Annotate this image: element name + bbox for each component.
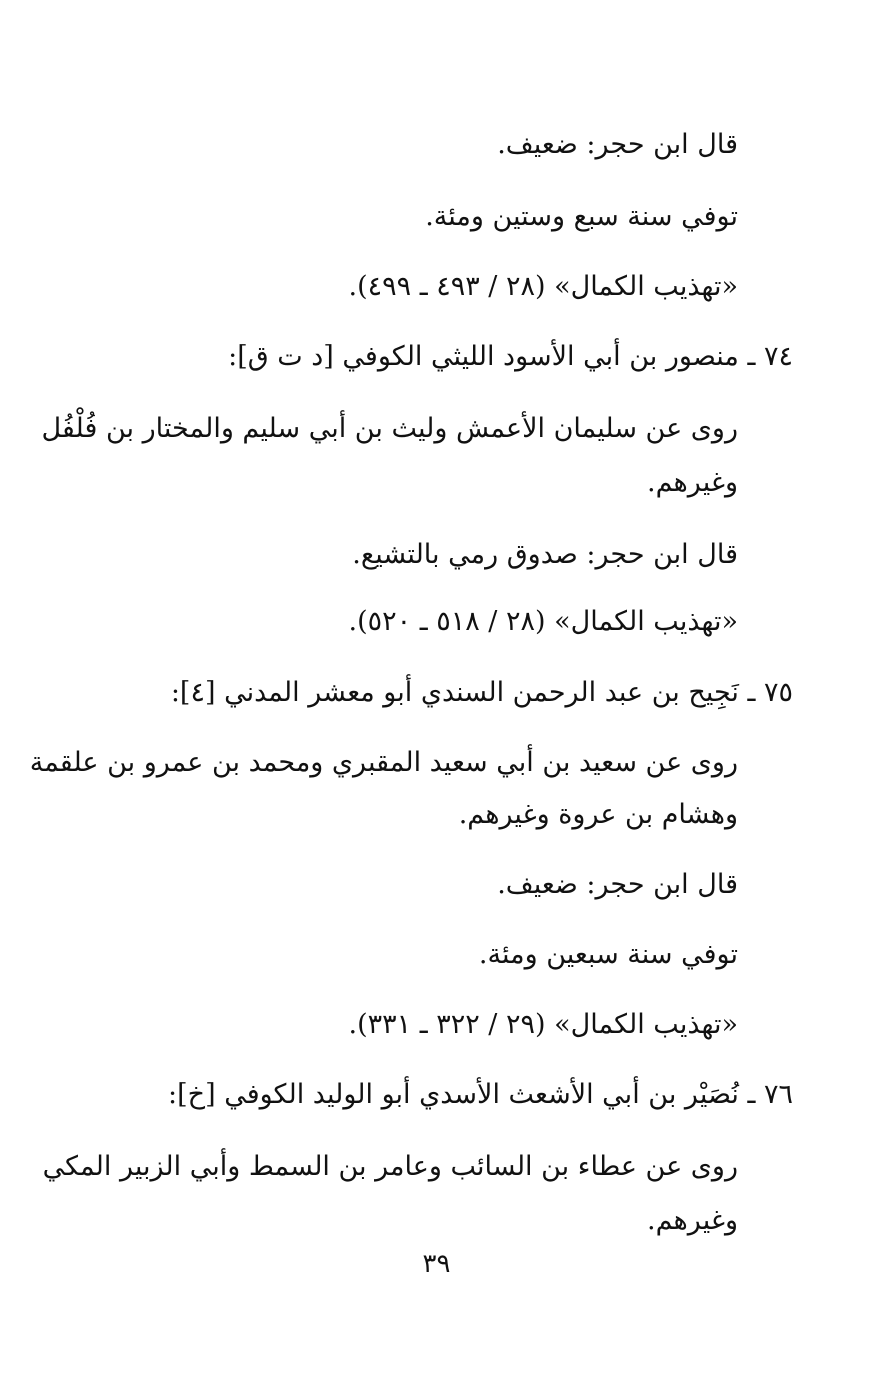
text-line: قال ابن حجر: ضعيف. (497, 129, 738, 160)
text-line: توفي سنة سبع وستين ومئة. (425, 201, 738, 232)
entry-heading-74: ٧٤ ـ منصور بن أبي الأسود الليثي الكوفي [د ت ق]: (228, 341, 793, 372)
text-line: وهشام بن عروة وغيرهم. (458, 799, 738, 830)
text-line: توفي سنة سبعين ومئة. (478, 939, 738, 970)
text-line: قال ابن حجر: ضعيف. (497, 869, 738, 900)
citation-line: «تهذيب الكمال» (٢٨ / ٤٩٣ ـ ٤٩٩). (348, 271, 738, 302)
text-line: روى عن عطاء بن السائب وعامر بن السمط وأبي الزبير المكي (42, 1151, 738, 1182)
text-line: روى عن سليمان الأعمش وليث بن أبي سليم والمختار بن فُلْفُل (41, 413, 738, 444)
text-line: روى عن سعيد بن أبي سعيد المقبري ومحمد بن عمرو بن علقمة (29, 747, 738, 778)
text-line: وغيرهم. (647, 1205, 738, 1236)
page-number: ٣٩ (422, 1249, 451, 1279)
entry-heading-76: ٧٦ ـ نُصَيْر بن أبي الأشعث الأسدي أبو الوليد الكوفي [خ]: (168, 1079, 793, 1110)
entry-heading-75: ٧٥ ـ نَجِيح بن عبد الرحمن السندي أبو معشر المدني [٤]: (170, 677, 793, 708)
text-line: قال ابن حجر: صدوق رمي بالتشيع. (352, 539, 738, 570)
citation-line: «تهذيب الكمال» (٢٨ / ٥١٨ ـ ٥٢٠). (348, 606, 738, 637)
text-line: وغيرهم. (647, 467, 738, 498)
citation-line: «تهذيب الكمال» (٢٩ / ٣٢٢ ـ ٣٣١). (348, 1009, 738, 1040)
